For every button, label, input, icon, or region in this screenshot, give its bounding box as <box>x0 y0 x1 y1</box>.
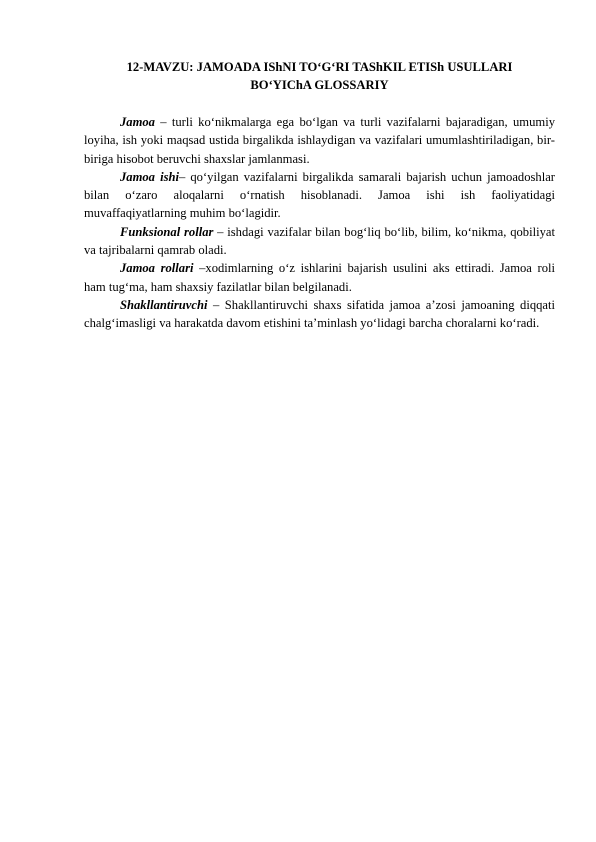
glossary-definition: – ishdagi vazifalar bilan bog‘liq bo‘lib, bilim, ko‘nikma, qobiliyat va tajribalarni qamrab oladi. <box>84 224 555 258</box>
glossary-term: Jamoa ishi <box>120 169 179 184</box>
glossary-definition: – Shakllantiruvchi shaxs sifatida jamoa a’zosi jamoaning diqqati chalg‘imasligi va harakatda davom etishini ta’minlash yo‘lidagi barcha choralarni ko‘radi. <box>84 297 555 331</box>
glossary-entry-jamoa-ishi <box>84 168 555 223</box>
glossary-entry-shakllantiruvchi <box>84 296 555 333</box>
page-title <box>84 58 555 94</box>
glossary-content <box>84 113 555 333</box>
glossary-entry-funksional-rollar <box>84 223 555 260</box>
glossary-term: Shakllantiruvchi <box>120 297 208 312</box>
glossary-term: Funksional rollar <box>120 224 214 239</box>
glossary-definition: –xodimlarning o‘z ishlarini bajarish usulini aks ettiradi. Jamoa roli ham tug‘ma, ham shaxsiy fazilatlar bilan belgilanadi. <box>84 261 555 294</box>
glossary-definition: – qo‘yilgan vazifalarni birgalikda samarali bajarish uchun jamoadoshlar bilan o‘zaro aloqalarni o‘rnatish hisoblanadi. Jamoa ishi ish faoliyatidagi muvaffaqiyatlarning muhim bo‘lagidir. <box>84 169 555 221</box>
title-line-1: 12-MAVZU: JAMOADA IShNI TO‘G‘RI TAShKIL ETISh USULLARI <box>126 60 513 74</box>
glossary-term: Jamoa rollari <box>120 261 194 276</box>
glossary-entry-jamoa <box>84 113 555 168</box>
title-line-2: BO‘YIChA GLOSSARIY <box>250 78 389 92</box>
glossary-term: Jamoa <box>120 115 155 129</box>
glossary-definition: – turli ko‘nikmalarga ega bo‘lgan va turli vazifalarni bajaradigan, umumiy loyiha, ish yoki maqsad ustida birgalikda ishlaydigan va vazifalari umumlashtiriladigan, bir-biriga hisobot beruvchi shaxslar jamlanmasi. <box>84 115 555 166</box>
glossary-entry-jamoa-rollari <box>84 259 555 296</box>
